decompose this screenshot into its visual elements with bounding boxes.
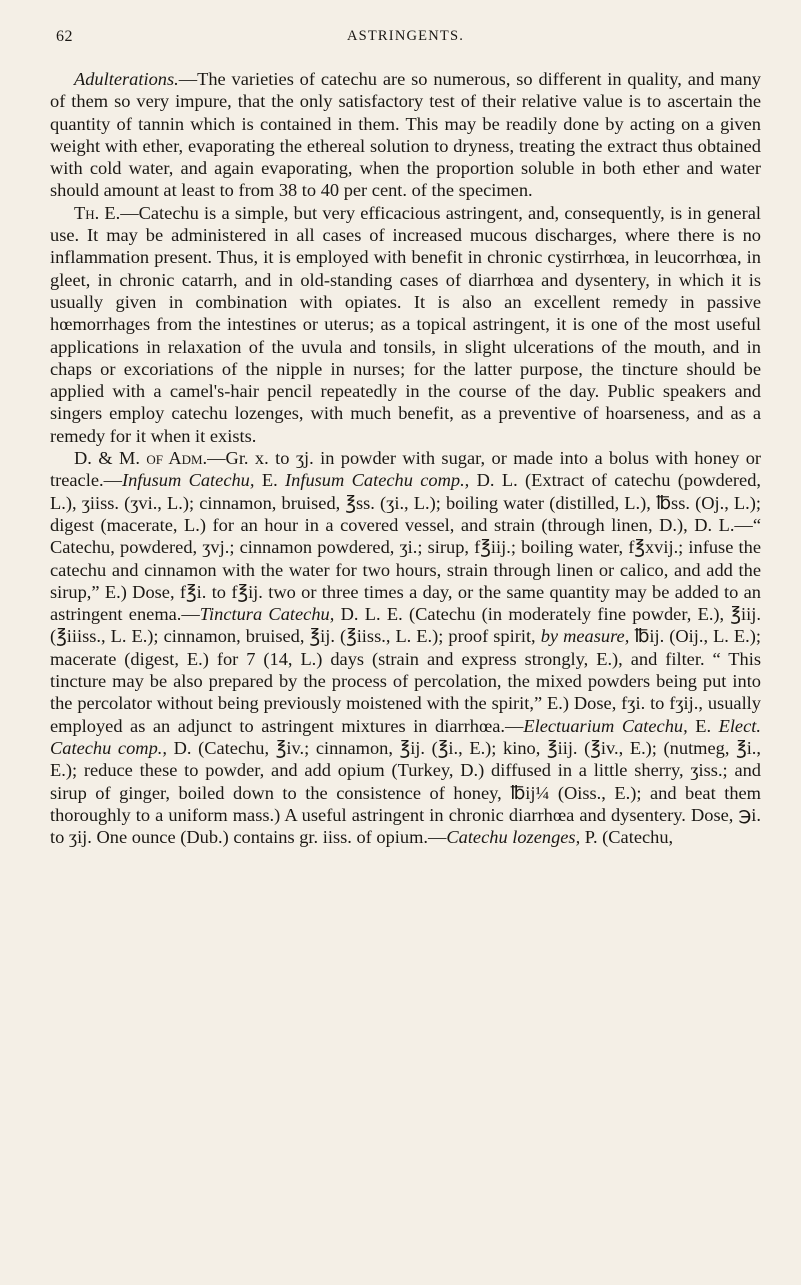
paragraph-text: —The varieties of catechu are so numerous, so different in quality, and many of them so very impure, that the only satisfactory test of their relative value is to ascertain the quantity of tannin which is contained in them. This may be readily done by acting on a given weight with ether, evaporating the ethereal solution to dryness, treating the extract thus obtained with cold water, and again evaporating, when the proportion soluble in both ether and water should amount at least to from 38 to 40 per cent. of the specimen.: [50, 69, 761, 201]
paragraph-lead: D. & M. of Adm.: [74, 448, 208, 469]
paragraph-text: —Catechu is a simple, but very efficacious astringent, and, consequently, is in general use. It may be administered in all cases of increased mucous discharges, where there is no inflammation present. Thus, it is employed with benefit in chronic cystirrhœa, in leucorrhœa, in gleet, in chronic catarrh, and in old-standing cases of diarrhœa and dysentery, in which it is usually given in combination with opiates. It is also an excellent remedy in passive hœmorrhages from the intestines or uterus; as a topical astringent, it is one of the most useful applications in relaxation of the uvula and tonsils, in slight ulcerations of the mouth, and in chaps or excoriations of the nipple in nurses; for the latter purpose, the tincture should be applied with a camel's-hair pencil repeatedly in the course of the day. Public speakers and singers employ catechu lozenges, with much benefit, as a preventive of hoarseness, and as a remedy for it when it exists.: [50, 202, 761, 446]
page-number: 62: [56, 28, 73, 45]
running-head: ASTRINGENTS.: [346, 28, 465, 44]
body-text: [50, 68, 761, 848]
preparation-name: Electuarium Catechu,: [523, 715, 688, 736]
preparation-name: by measure,: [540, 626, 630, 647]
paragraph-lead: Adulterations.: [74, 69, 179, 89]
paragraph-adulterations: [50, 68, 761, 202]
paragraph-text: D. (Catechu, ℥iv.; cinnamon, ℥ij. (℥i., E.); kino, ℥iij. (℥iv., E.); (nutmeg, ℥i., E.); reduce these to powder, and add opium (Turkey, D.) diffused in a little sherry, ʒiss.; and sirup of ginger, boiled down to the consistence of honey, ℔ij¼ (Oiss., E.); and beat them thoroughly to a uniform mass.) A useful astringent in chronic diarrhœa and dysentery. Dose, ℈i. to ʒij. One ounce (Dub.) contains gr. iiss. of opium.—: [50, 737, 762, 848]
paragraph-text: —Gr. x. to ʒj. in powder with sugar, or made into a bolus with honey or treacle.—: [50, 448, 762, 491]
preparation-name: Tinctura Catechu,: [199, 604, 335, 625]
preparation-name: Infusum Catechu,: [121, 470, 255, 491]
preparation-name: Elect. Catechu comp.,: [50, 715, 761, 758]
paragraph-text: E.: [254, 470, 286, 491]
paragraph-text: E.: [687, 715, 719, 736]
paragraph-text: D. L. (Extract of catechu (powdered, L.), ʒiiss. (ʒvi., L.); cinnamon, bruised, ℥ss. (ʒi., L.); boiling water (distilled, L.), ℔ss. (Oj., L.); digest (macerate, L.) for an hour in a covered vessel, and strain (through linen, D.), D. L.—“ Catechu, powdered, ʒvj.; cinnamon powdered, ʒi.; sirup, f℥iij.; boiling water, f℥xvij.; infuse the catechu and cinnamon with the water for two hours, strain through linen or calico, and add the sirup,” E.) Dose, f℥i. to f℥ij. two or three times a day, or the same quantity may be added to an astringent enema.—: [50, 470, 761, 625]
paragraph-lead: Th. E.: [74, 202, 121, 223]
paragraph-dose-and-mode: [50, 447, 761, 848]
paragraph-text: D. L. E. (Catechu (in moderately fine powder, E.), ℥iij. (℥iiiss., L. E.); cinnamon, bruised, ℥ij. (℥iiss., L. E.); proof spirit,: [50, 604, 761, 647]
paragraph-therapeutic-effects: [50, 202, 761, 447]
page-header: [50, 22, 761, 52]
paragraph-text: ℔ij. (Oij., L. E.); macerate (digest, E.) for 7 (14, L.) days (strain and express strongly, E.), and filter. “ This tincture may be also prepared by the process of percolation, the mixed powders being put into the percolator without being previously moistened with the spirit,” E.) Dose, fʒi. to fʒij., usually employed as an adjunct to astringent mixtures in diarrhœa.—: [50, 626, 761, 736]
paragraph-text: P. (Catechu,: [580, 827, 674, 848]
preparation-name: Infusum Catechu comp.,: [285, 470, 470, 491]
preparation-name: Catechu lozenges,: [446, 827, 581, 848]
